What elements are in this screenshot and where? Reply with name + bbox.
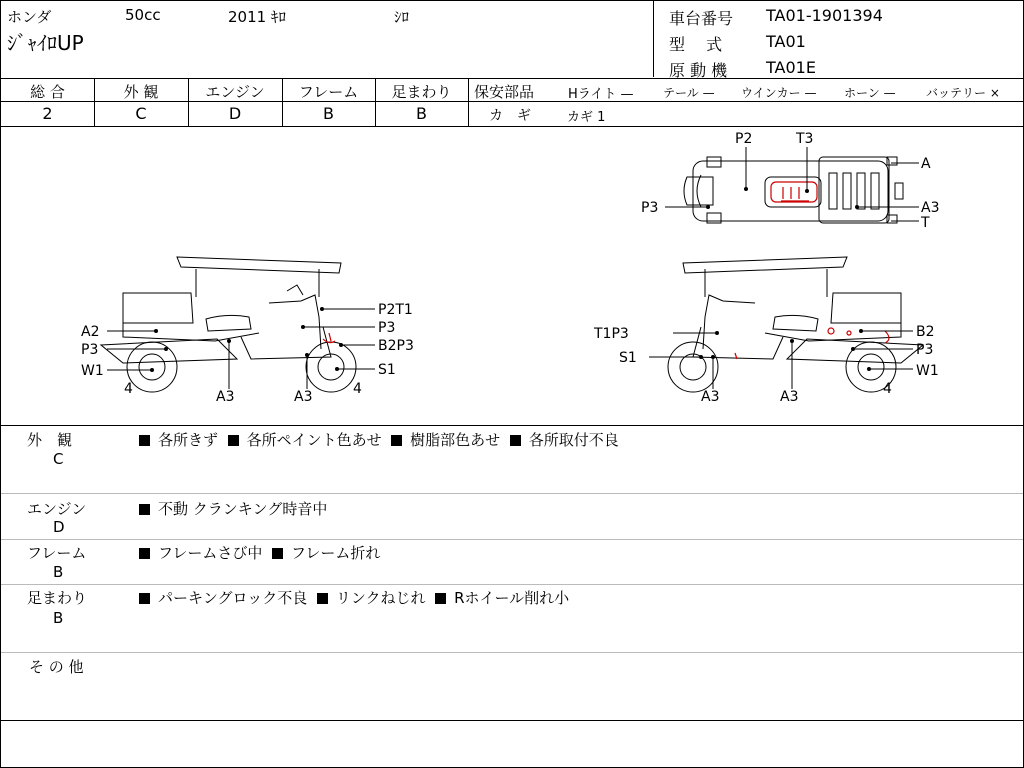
remark-frame-text: フレームさび中 フレーム折れ [139, 542, 380, 563]
callout-lines [107, 147, 919, 389]
divider [468, 101, 1023, 102]
label-left-p2t1: P2T1 [378, 302, 413, 318]
header-divider [653, 1, 654, 77]
remark-engine-text: 不動 クランキング時音中 [139, 498, 327, 519]
label-right-w1: W1 [916, 363, 939, 379]
engine-grade-label: エンジン [205, 83, 265, 101]
suspension-grade-value: B [416, 104, 427, 123]
damage-diagram [1, 127, 1023, 425]
label-right-p3: P3 [916, 342, 934, 358]
key-label: カ ギ [489, 108, 531, 124]
chassis-label: 車台番号 [669, 9, 734, 28]
remark-suspension-grade: B [53, 609, 64, 627]
label-right-a3a: A3 [701, 389, 720, 405]
type-value: TA01 [766, 32, 806, 51]
label-left-w1: W1 [81, 363, 104, 379]
displacement: 50cc [125, 6, 161, 24]
key-value: カギ 1 [567, 110, 606, 125]
remark-frame-label: フレーム [27, 544, 87, 562]
label-top-t3: T3 [796, 131, 814, 147]
type-label: 型 式 [669, 35, 723, 54]
year: 2011 ｷﾛ [228, 8, 286, 26]
callout-dots [150, 187, 871, 372]
exterior-grade-value: C [135, 104, 147, 123]
remark-exterior-grade: C [53, 450, 64, 468]
label-top-p2: P2 [735, 131, 753, 147]
label-left-a3b: A3 [294, 389, 313, 405]
label-top-a3: A3 [921, 200, 940, 216]
maker: ホンダ [7, 8, 52, 26]
label-right-s1: S1 [619, 350, 637, 366]
overall-grade-label: 総 合 [30, 83, 65, 101]
engine-value: TA01E [766, 58, 816, 77]
overall-grade-value: 2 [42, 104, 53, 123]
label-top-t: T [921, 215, 930, 231]
scooter-right-view [668, 257, 923, 392]
label-right-4: 4 [883, 381, 892, 397]
label-left-p3: P3 [81, 342, 99, 358]
remark-engine-label: エンジン [27, 500, 87, 518]
label-right-b2: B2 [916, 324, 935, 340]
battery-status: バッテリー × [926, 86, 1000, 100]
row-divider [1, 652, 1023, 653]
frame-grade-label: フレーム [298, 83, 359, 101]
frame-grade-value: B [323, 104, 334, 123]
label-top-p3: P3 [641, 200, 659, 216]
suspension-grade-label: 足まわり [391, 83, 452, 101]
label-top-a: A [921, 156, 931, 172]
horn-status: ホーン — [844, 86, 896, 100]
safety-title: 保安部品 [474, 83, 535, 101]
taillight-status: テール — [663, 86, 715, 100]
divider [1, 720, 1023, 721]
other-label: そ の 他 [29, 658, 84, 676]
divider [1, 425, 1023, 426]
label-left-p3b: P3 [378, 320, 396, 336]
label-left-a3a: A3 [216, 389, 235, 405]
label-left-b2p3: B2P3 [378, 338, 414, 354]
remark-exterior-label: 外 観 [27, 431, 73, 449]
engine-grade-value: D [228, 104, 242, 123]
label-right-t1p3: T1P3 [594, 326, 629, 342]
label-left-4a: 4 [124, 381, 133, 397]
row-divider [1, 584, 1023, 585]
divider [468, 78, 469, 126]
chassis-number: TA01-1901394 [766, 6, 883, 25]
divider [1, 78, 1023, 79]
headlight-status: Hライト — [568, 87, 634, 102]
row-divider [1, 493, 1023, 494]
label-left-s1: S1 [378, 362, 396, 378]
remark-suspension-label: 足まわり [27, 589, 88, 607]
winker-status: ウインカー — [741, 86, 817, 100]
label-left-a2: A2 [81, 324, 100, 340]
model-name: ｼﾞｬｲﾛUP [7, 31, 84, 55]
engine-label: 原 動 機 [669, 61, 728, 80]
label-right-a3b: A3 [780, 389, 799, 405]
remark-suspension-text: パーキングロック不良 リンクねじれ Rホイール削れ小 [139, 587, 569, 608]
remark-frame-grade: B [53, 563, 64, 581]
remark-exterior-text: 各所きず 各所ペイント色あせ 樹脂部色あせ 各所取付不良 [139, 429, 619, 450]
label-left-4b: 4 [353, 381, 362, 397]
damage-marks-top [771, 182, 817, 202]
scooter-top-view [684, 157, 903, 223]
exterior-grade-label: 外 観 [123, 83, 159, 101]
remark-engine-grade: D [53, 518, 65, 536]
row-divider [1, 539, 1023, 540]
color: ｼﾛ [394, 8, 410, 26]
